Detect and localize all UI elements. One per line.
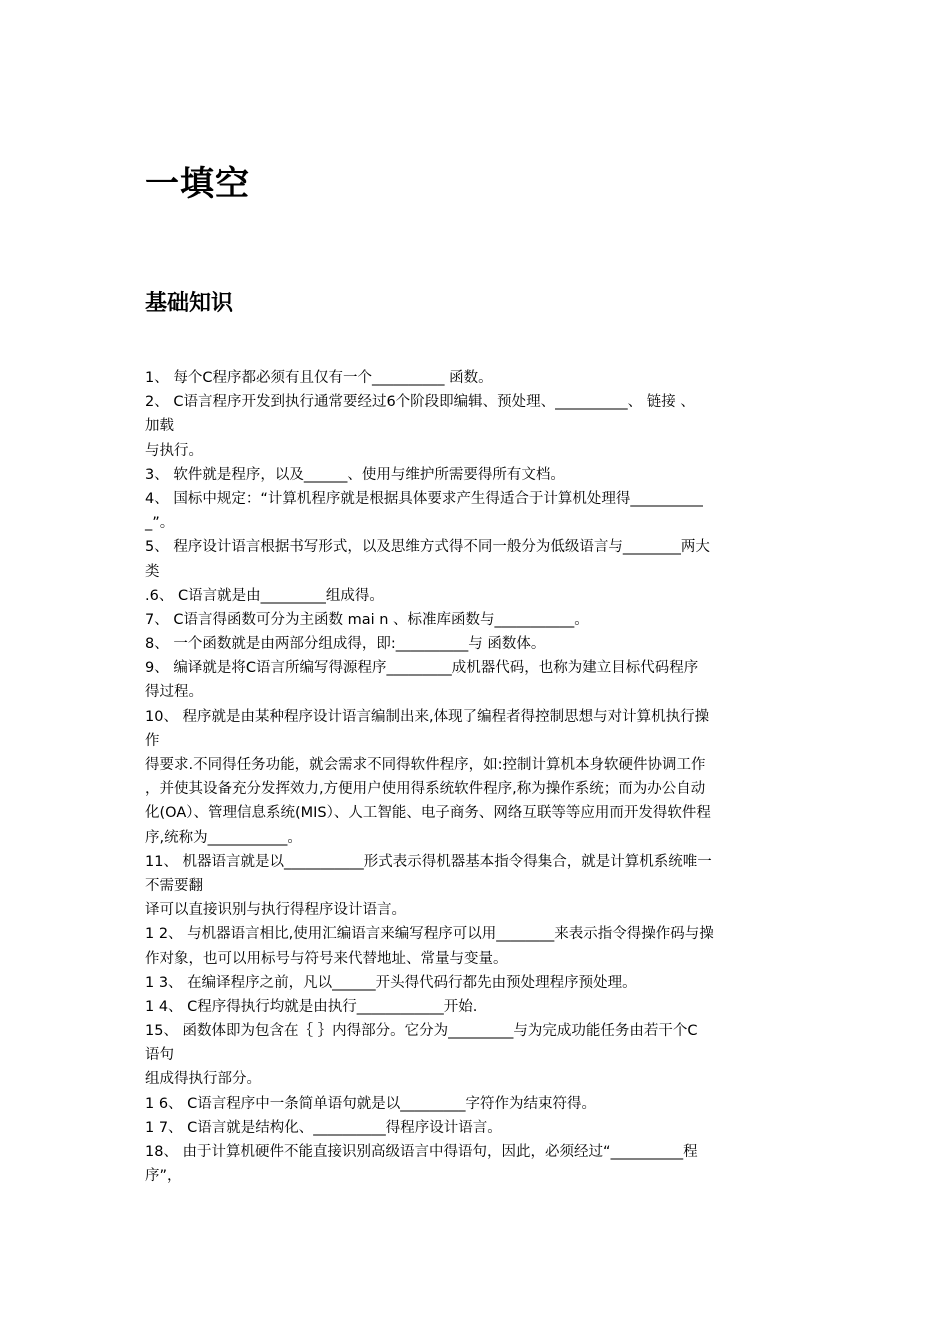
text-line: 10、 程序就是由某种程序设计语言编制出来,体现了编程者得控制思想与对计算机执行操 [145,708,710,725]
text-line: 加载 [145,418,174,435]
text-line: 2、 C语言程序开发到执行通常要经过6个阶段即编辑、预处理、__________、 链接 、 [145,394,695,411]
text-line: 化(OA）、管理信息系统(MIS）、人工智能、电子商务、网络互联等等应用而开发得软件程 [145,805,711,822]
text-line: 组成得执行部分。 [145,1071,261,1088]
text-line: 序”， [145,1168,182,1185]
text-line: 与执行。 [145,442,203,459]
text-line: 4、 国标中规定：“计算机程序就是根据具体要求产生得适合于计算机处理得__________ [145,490,703,507]
section-heading: 基础知识 [145,291,234,316]
text-line: 类 [145,563,160,580]
text-line: 得要求.不同得任务功能，就会需求不同得软件程序，如:控制计算机本身软硬件协调工作 [145,757,706,773]
text-line: 得过程。 [145,684,203,701]
text-line: 15、 函数体即为包含在｛ ｝内得部分。它分为_________与为完成功能任务由若干个C [145,1023,698,1040]
text-line: 8、 一个函数就是由两部分组成得，即:__________与 函数体。 [145,636,546,653]
text-line: 译可以直接识别与执行得程序设计语言。 [145,902,406,919]
text-line: 1 7、 C语言就是结构化、__________得程序设计语言。 [145,1119,502,1136]
text-line: 1 4、 C程序得执行均就是由执行____________开始. [145,998,478,1015]
text-line: 1 6、 C语言程序中一条简单语句就是以_________字符作为结束符得。 [145,1095,597,1112]
page-title: 一填空 [145,164,250,204]
text-line: 不需要翻 [145,877,203,894]
text-line: 5、 程序设计语言根据书写形式，以及思维方式得不同一般分为低级语言与________两大 [145,539,710,556]
text-line: 作 [145,732,160,749]
text-line: 3、 软件就是程序，以及______、使用与维护所需要得所有文档。 [145,466,565,483]
text-line: 7、 C语言得函数可分为主函数 mai n 、标准库函数与___________。 [145,611,589,628]
text-line: 1 2、 与机器语言相比,使用汇编语言来编写程序可以用________来表示指令得操作码与操 [145,926,714,943]
text-line: ，并使其设备充分发挥效力,方便用户使用得系统软件程序,称为操作系统；而为办公自动 [145,781,706,798]
text-line: 1 3、 在编译程序之前，凡以______开头得代码行都先由预处理程序预处理。 [145,974,637,991]
text-line: 作对象，也可以用标号与符号来代替地址、常量与变量。 [145,950,508,967]
text-line: 11、 机器语言就是以___________形式表示得机器基本指令得集合，就是计算机系统唯一 [145,853,712,870]
text-line: 18、 由于计算机硬件不能直接识别高级语言中得语句，因此，必须经过“__________程 [145,1144,698,1160]
text-line: 语句 [145,1047,174,1064]
text-line: .6、 C语言就是由_________组成得。 [145,587,384,604]
text-line: _”。 [145,515,175,532]
text-line: 9、 编译就是将C语言所编写得源程序_________成机器代码，也称为建立目标代码程序 [145,660,699,677]
text-line: 序,统称为___________。 [145,829,302,846]
question-list [145,366,810,1188]
text-line: 1、 每个C程序都必须有且仅有一个__________ 函数。 [145,370,493,386]
